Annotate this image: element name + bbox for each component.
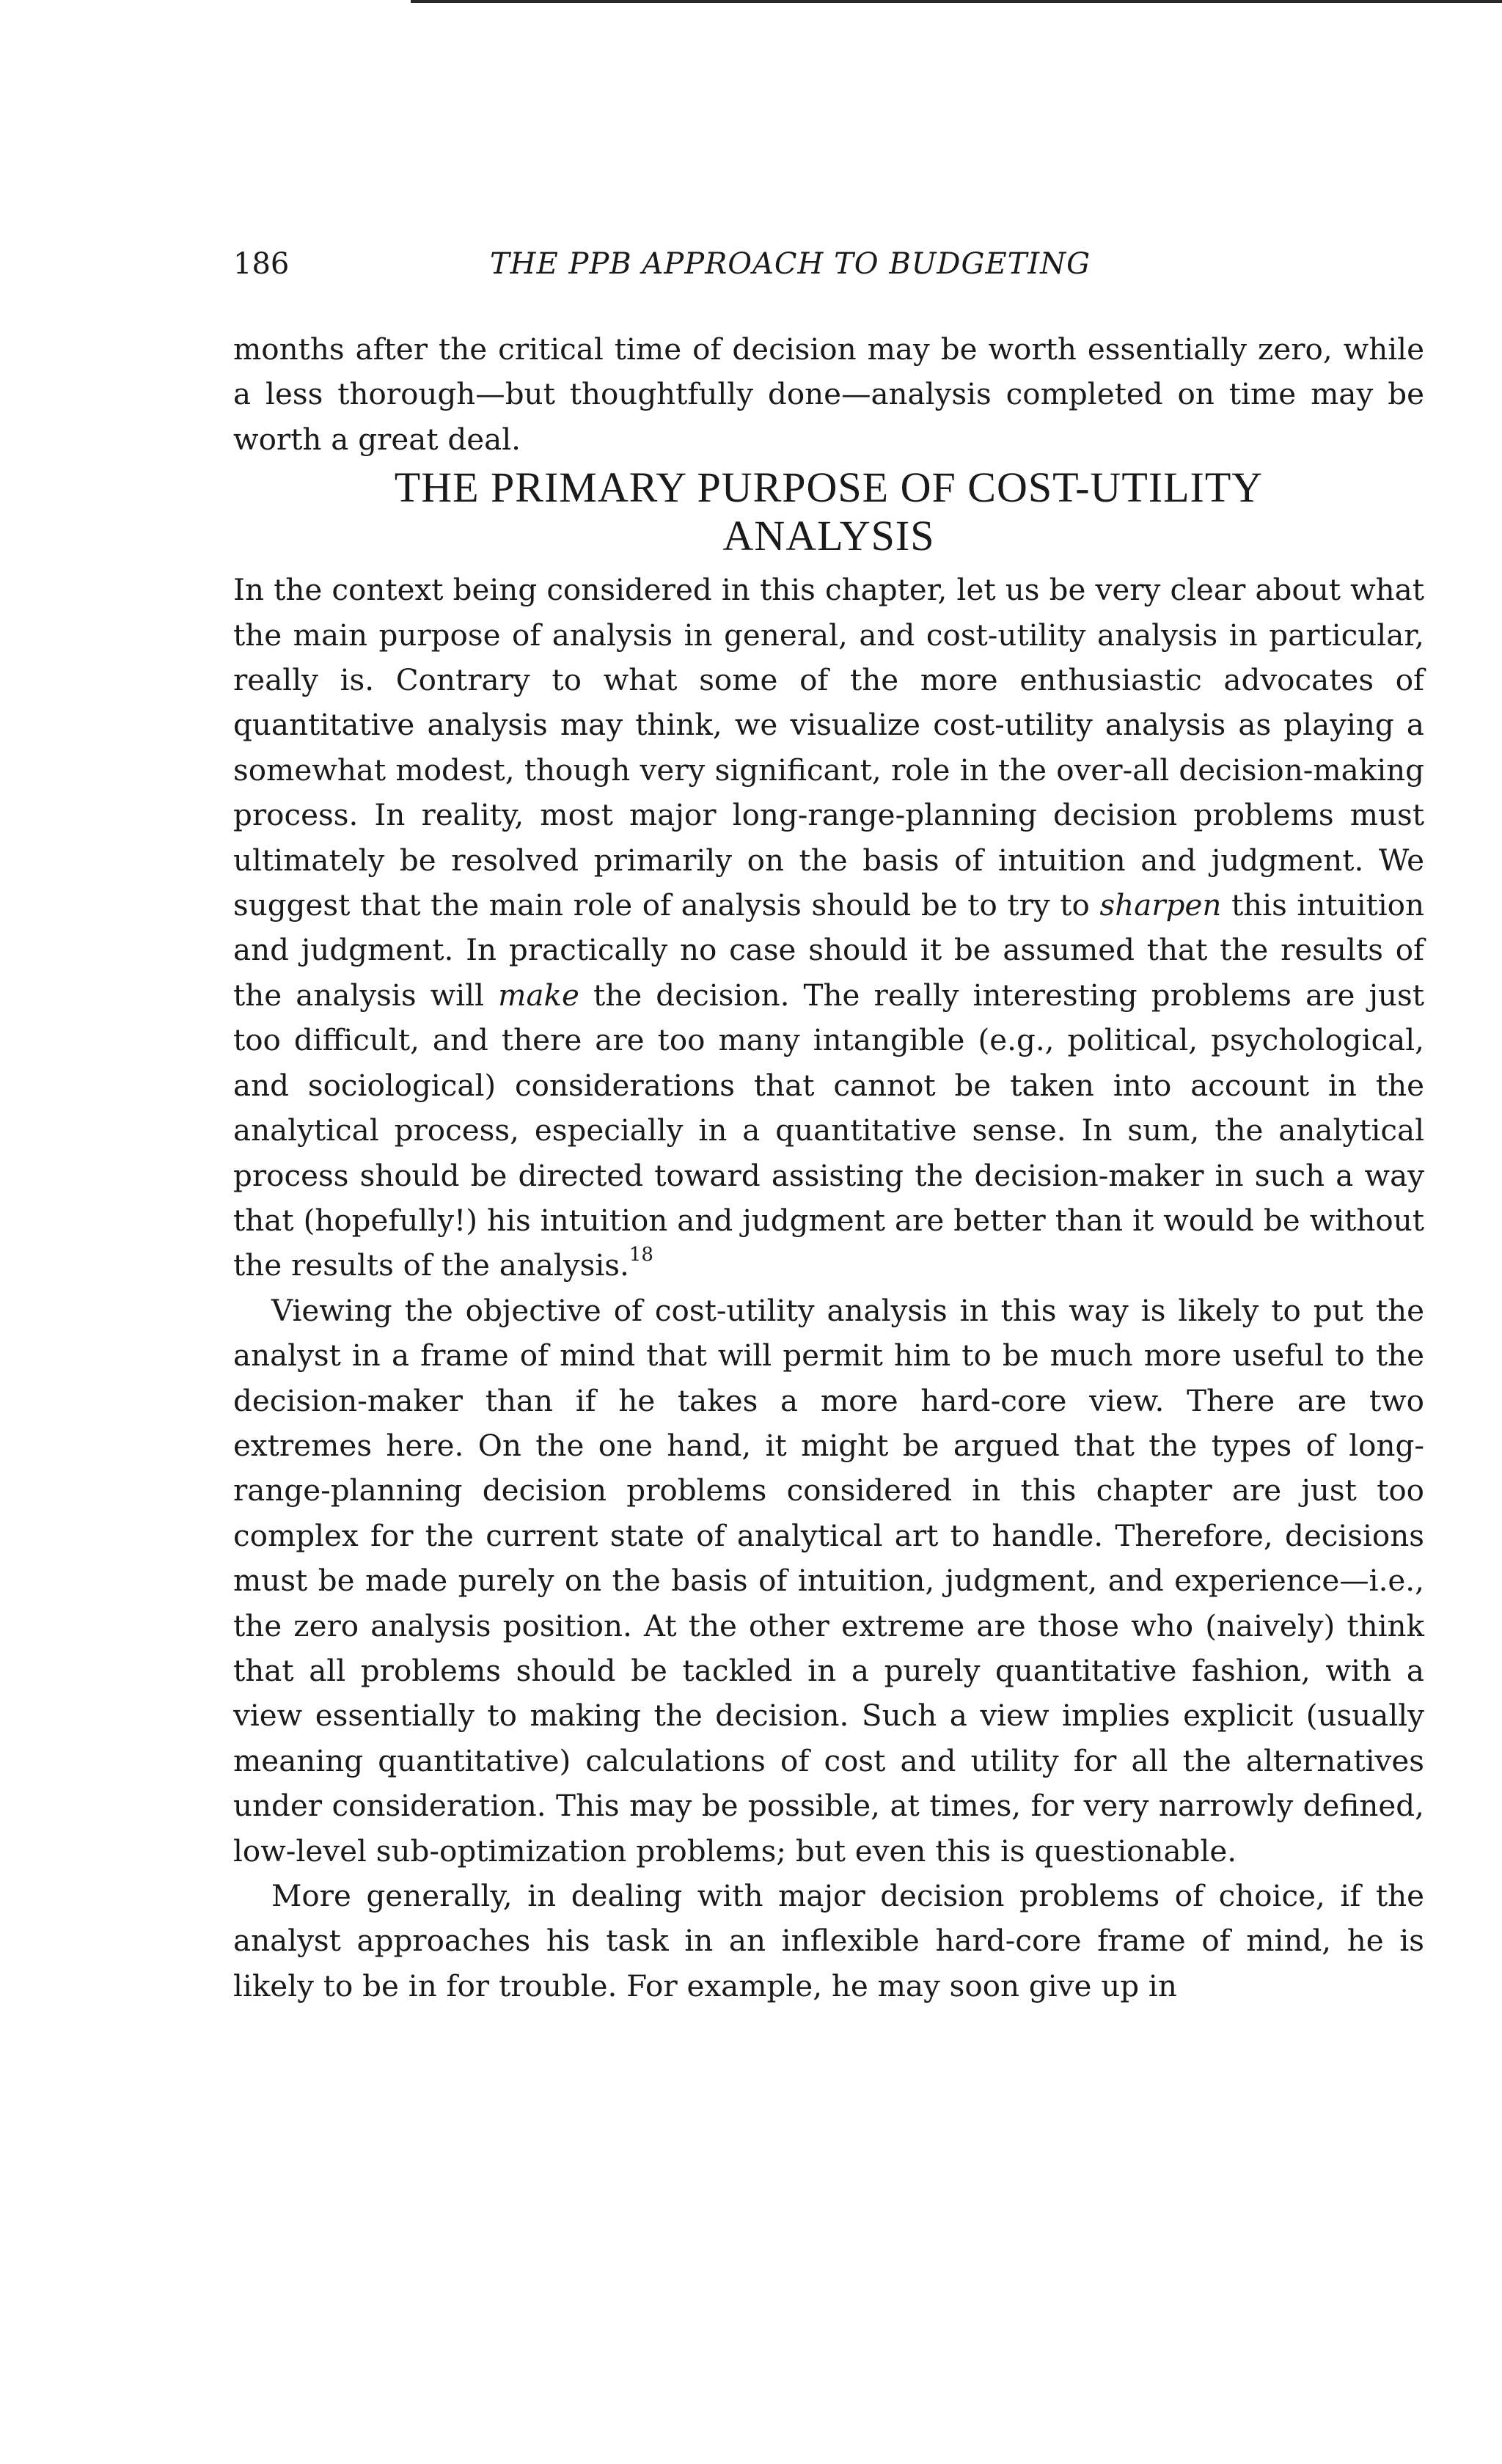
- paragraph-viewing-objective: Viewing the objective of cost-utility analysis in this way is likely to put the analyst in a frame of mind that will permit him to be much more useful to the decision-maker than if he takes a more hard-core view. There are two extremes here. On the one hand, it might be argued that the types of long-range-planning decision problems considered in this chapter are just too complex for the current state of analytical art to handle. Therefore, decisions must be made purely on the basis of intuition, judgment, and experience—i.e., the zero analysis position. At the other extreme are those who (naively) think that all problems should be tackled in a purely quantitative fashion, with a view essentially to making the decision. Such a view implies explicit (usually meaning quantitative) calculations of cost and utility for all the alternatives under consideration. This may be possible, at times, for very narrowly defined, low-level sub-optimization problems; but even this is questionable.: [233, 1292, 1424, 1869]
- section-heading-line-2: ANALYSIS: [722, 512, 935, 560]
- section-heading-line-1: THE PRIMARY PURPOSE OF COST-UTILITY: [394, 463, 1264, 512]
- paragraph-primary-purpose: [233, 568, 1424, 1288]
- section-heading: [233, 463, 1424, 560]
- opening-paragraph: months after the critical time of decision may be worth essentially zero, while a less thorough—but thoughtfully done—analysis completed on time may be worth a great deal.: [233, 331, 1424, 457]
- emphasis-sharpen: sharpen: [1099, 887, 1222, 923]
- emphasis-make: make: [498, 977, 579, 1013]
- footnote-reference: 18: [629, 1244, 653, 1266]
- paragraph-1-text-b: this intuition and judgment. In practically no case should it be assumed that the results of the analysis will: [233, 887, 1424, 1013]
- book-page: [233, 242, 1424, 2009]
- running-head: [233, 242, 1424, 286]
- running-head-title: THE PPB APPROACH TO BUDGETING: [490, 247, 1091, 281]
- paragraph-1-text-a: In the context being considered in this chapter, let us be very clear about what the main purpose of analysis in general, and cost-utility analysis in particular, really is. Contrary to what some of the more enthusiastic advocates of quantitative analysis may think, we visualize cost-utility analysis as playing a somewhat modest, though very significant, role in the over-all decision-making process. In reality, most major long-range-planning decision problems must ultimately be resolved primarily on the basis of intuition and judgment. We suggest that the main role of analysis should be to try to: [233, 572, 1424, 923]
- body-text: [233, 327, 1424, 2009]
- paragraph-more-generally: More generally, in dealing with major decision problems of choice, if the analyst approaches his task in an inflexible hard-core frame of mind, he is likely to be in for trouble. For example, he may soon give up in: [233, 1878, 1424, 2003]
- paragraph-1-text-c: the decision. The really interesting problems are just too difficult, and there are too many intangible (e.g., political, psychological, and sociological) considerations that cannot be taken into account in the analytical process, especially in a quantitative sense. In sum, the analytical process should be directed toward assisting the decision-maker in such a way that (hopefully!) his intuition and judgment are better than it would be without the results of the analysis.: [233, 977, 1424, 1283]
- page-number: 186: [233, 247, 290, 281]
- scan-edge-rule: [411, 0, 1502, 3]
